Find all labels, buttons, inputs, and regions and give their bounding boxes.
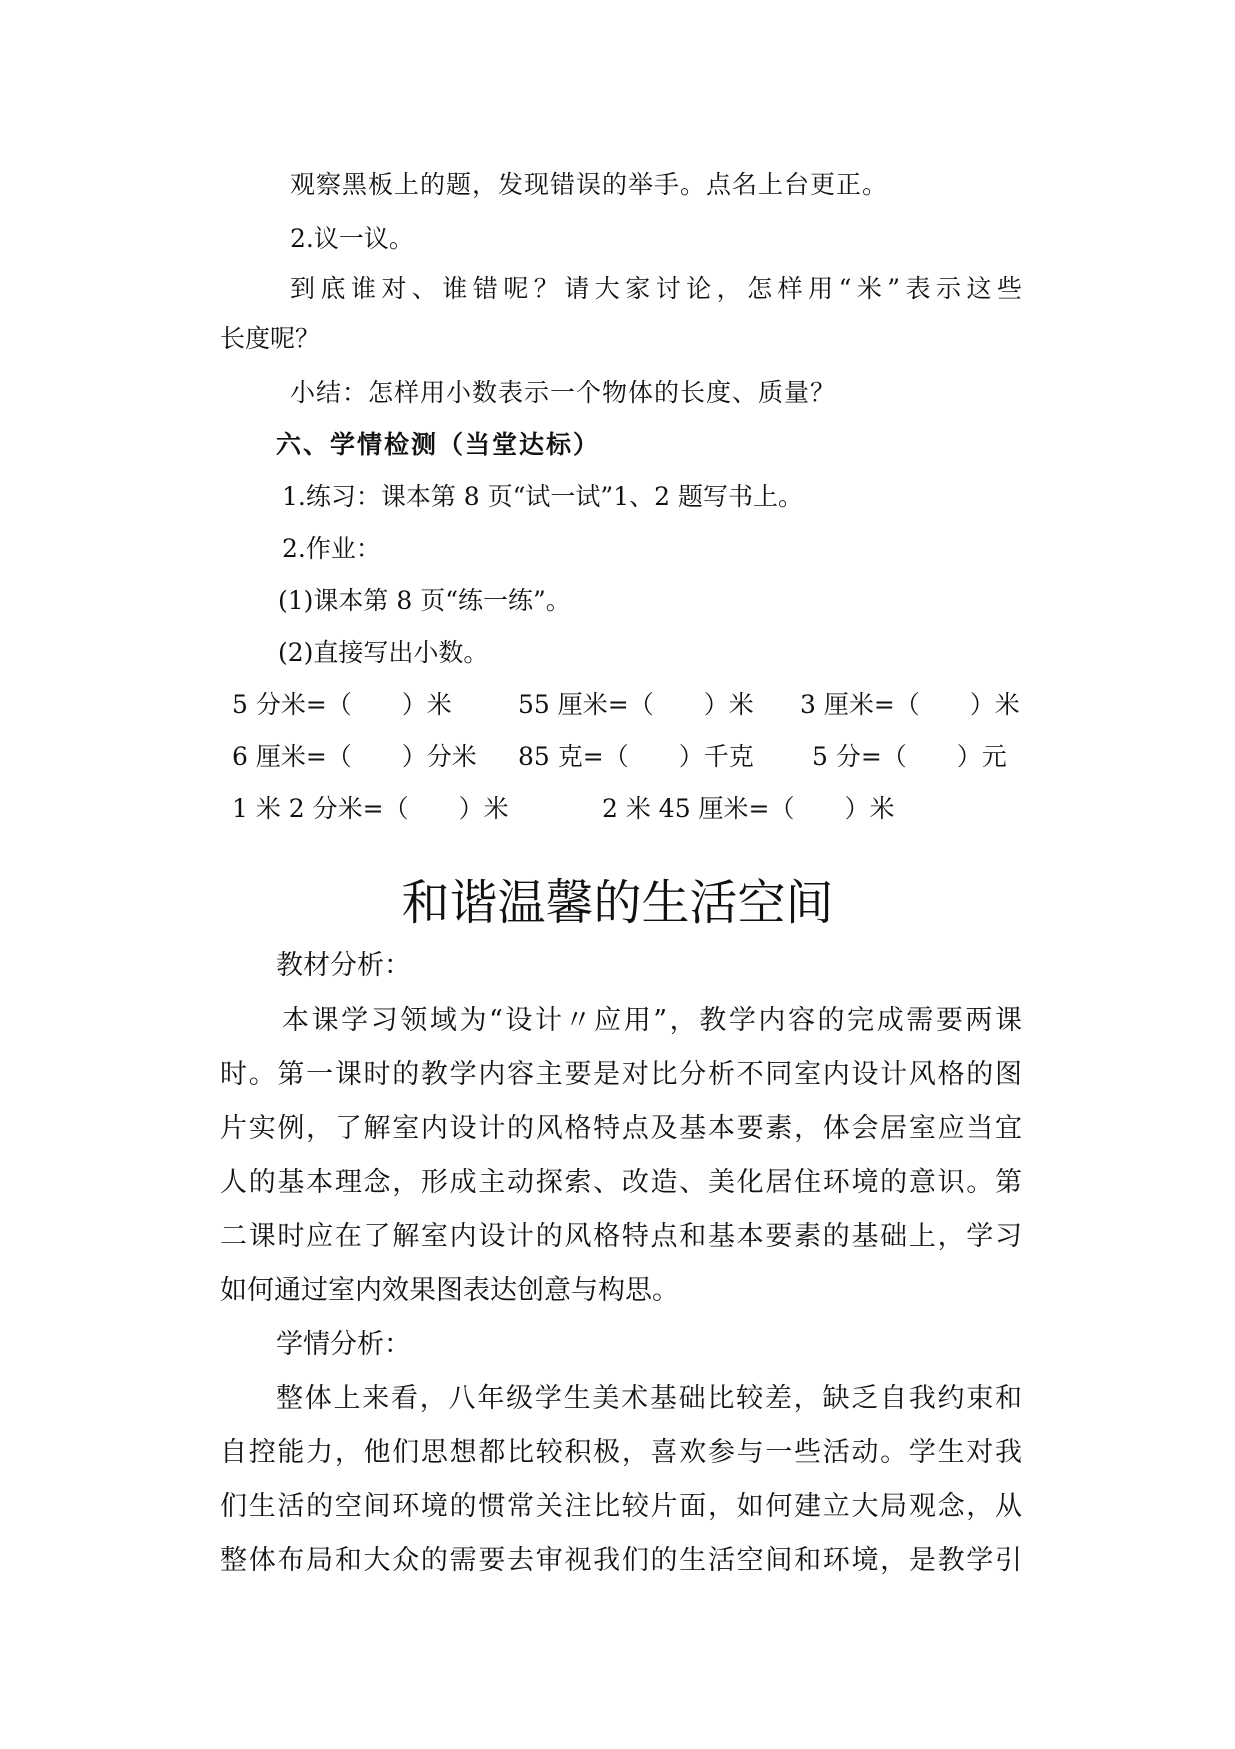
paragraph-line: 们生活的空间环境的惯常关注比较片面，如何建立大局观念，从 (220, 1491, 1022, 1522)
conversion-item: 6 厘米=（ ）分米 (232, 742, 477, 771)
paragraph-line: 自控能力，他们思想都比较积极，喜欢参与一些活动。学生对我 (220, 1437, 1022, 1468)
conversion-item: 2 米 45 厘米=（ ）米 (602, 794, 895, 823)
paragraph-discuss-line1: 到底谁对、谁错呢？请大家讨论，怎样用“米”表示这些 (290, 274, 1022, 303)
paragraph-line: 本课学习领域为“设计〃应用”，教学内容的完成需要两课 (282, 1005, 1022, 1036)
subheading-material-analysis: 教材分析： (276, 950, 411, 981)
page-title: 和谐温馨的生活空间 (401, 875, 834, 931)
conversion-item: 1 米 2 分米=（ ）米 (232, 794, 509, 823)
paragraph-observe: 观察黑板上的题，发现错误的举手。点名上台更正。 (290, 170, 889, 199)
paragraph-line: 整体上来看，八年级学生美术基础比较差，缺乏自我约束和 (276, 1383, 1022, 1414)
paragraph-summary: 小结：怎样用小数表示一个物体的长度、质量？ (290, 378, 837, 407)
paragraph-line: 如何通过室内效果图表达创意与构思。 (220, 1275, 679, 1306)
paragraph-line: 二课时应在了解室内设计的风格特点和基本要素的基础上，学习 (220, 1221, 1022, 1252)
conversion-item: 55 厘米=（ ）米 (518, 690, 754, 719)
conversion-item: 5 分=（ ）元 (812, 742, 1007, 771)
homework-2: (2)直接写出小数。 (278, 638, 489, 667)
paragraph-line: 整体布局和大众的需要去审视我们的生活空间和环境，是教学引 (220, 1545, 1022, 1576)
exercise-2: 2.作业： (282, 534, 381, 563)
exercise-1: 1.练习：课本第 8 页“试一试”1、2 题写书上。 (282, 482, 803, 511)
paragraph-line: 人的基本理念，形成主动探索、改造、美化居住环境的意识。第 (220, 1167, 1022, 1198)
conversion-item: 85 克=（ ）千克 (518, 742, 754, 771)
paragraph-line: 时。第一课时的教学内容主要是对比分析不同室内设计风格的图 (220, 1059, 1022, 1090)
subheading-student-analysis: 学情分析： (276, 1329, 411, 1360)
paragraph-discuss-heading: 2.议一议。 (290, 224, 414, 253)
paragraph-discuss-line2: 长度呢？ (220, 324, 321, 353)
paragraph-line: 片实例，了解室内设计的风格特点及基本要素，体会居室应当宜 (220, 1113, 1022, 1144)
conversion-item: 3 厘米=（ ）米 (800, 690, 1020, 719)
section-heading-6: 六、学情检测（当堂达标） (276, 430, 601, 459)
homework-1: (1)课本第 8 页“练一练”。 (278, 586, 571, 615)
conversion-item: 5 分米=（ ）米 (232, 690, 452, 719)
